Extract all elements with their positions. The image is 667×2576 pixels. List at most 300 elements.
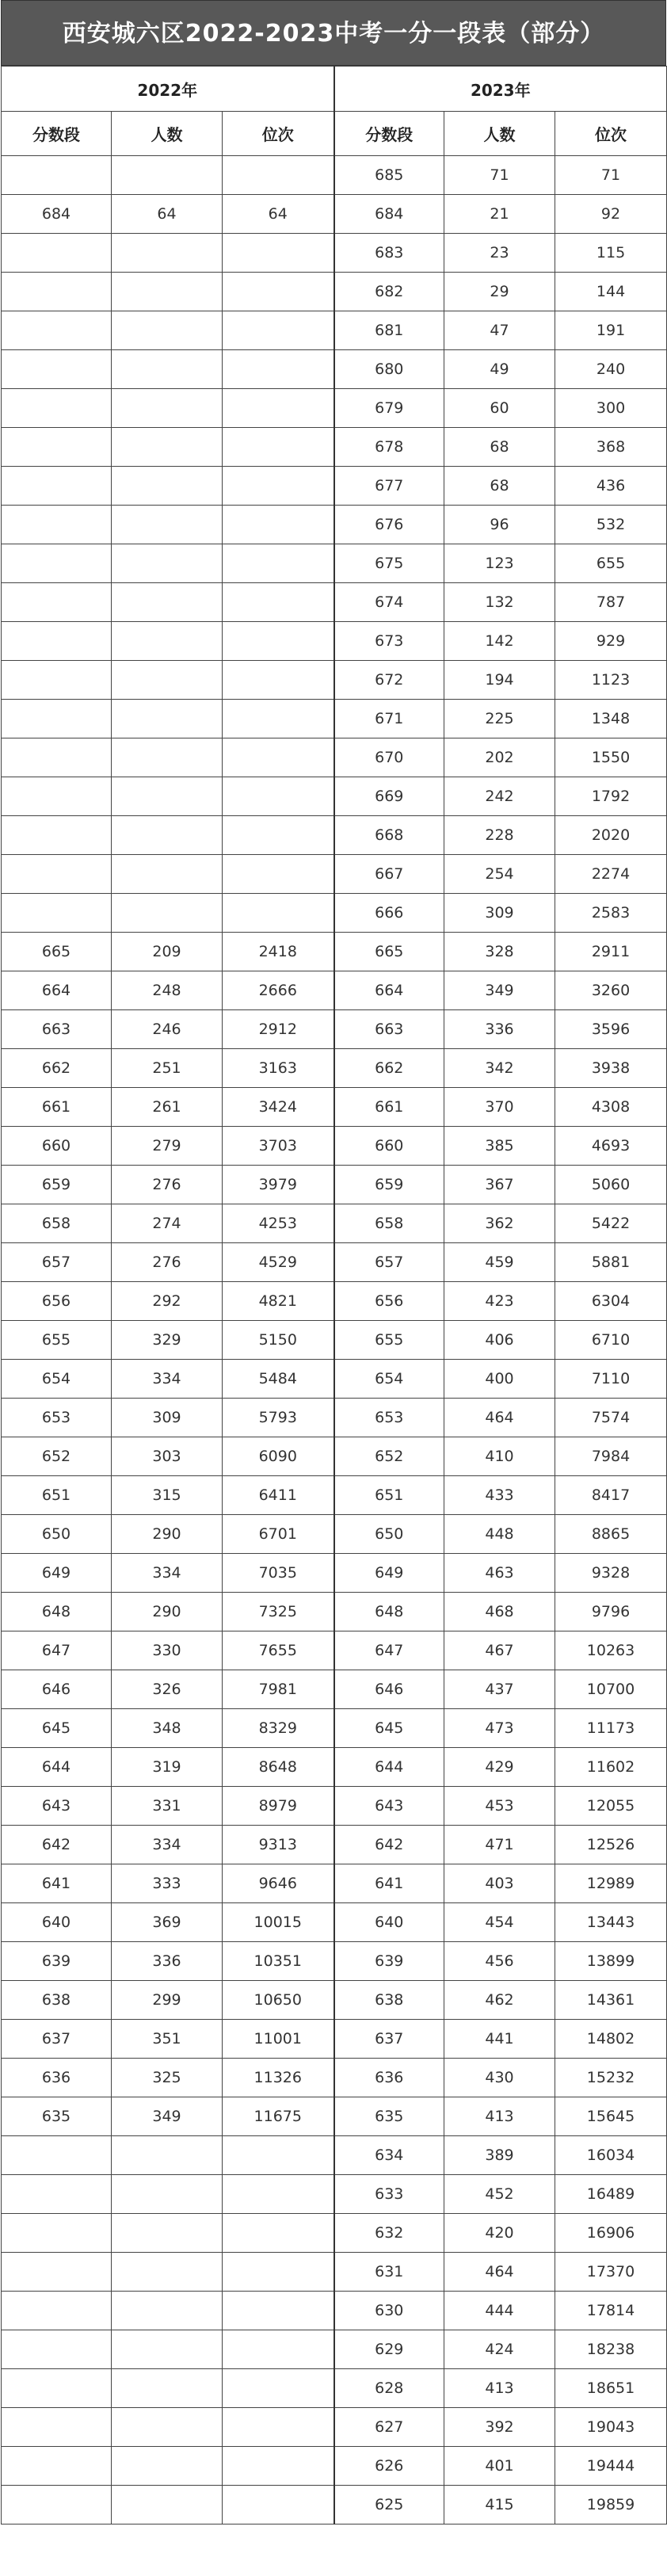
rank-2023-cell: 15645 — [555, 2097, 667, 2136]
score-2022-cell: 656 — [2, 1282, 112, 1321]
count-2023-cell: 29 — [444, 273, 555, 311]
count-2023-cell: 68 — [444, 428, 555, 467]
score-2023-cell: 680 — [334, 350, 444, 389]
score-2023-cell: 671 — [334, 700, 444, 738]
score-2023-cell: 659 — [334, 1166, 444, 1204]
rank-2022-cell — [223, 234, 334, 273]
rank-2023-cell: 7574 — [555, 1399, 667, 1437]
score-2023-cell: 657 — [334, 1243, 444, 1282]
table-row — [2, 1282, 667, 1321]
count-2022-cell — [112, 2486, 223, 2524]
score-2022-cell: 636 — [2, 2059, 112, 2097]
count-2022-cell: 349 — [112, 2097, 223, 2136]
rank-2023-cell: 12989 — [555, 1864, 667, 1903]
table-row — [2, 1166, 667, 1204]
table-row — [2, 273, 667, 311]
score-2022-cell — [2, 816, 112, 855]
rank-2022-cell: 8979 — [223, 1787, 334, 1826]
table-row — [2, 1204, 667, 1243]
count-2022-cell: 64 — [112, 195, 223, 234]
rank-2022-cell — [223, 855, 334, 894]
score-2022-cell — [2, 467, 112, 506]
rank-2023-cell: 7984 — [555, 1437, 667, 1476]
table-row — [2, 1127, 667, 1166]
count-2022-cell: 329 — [112, 1321, 223, 1360]
score-2023-cell: 634 — [334, 2136, 444, 2175]
count-2023-cell: 401 — [444, 2447, 555, 2486]
count-2022-cell: 209 — [112, 933, 223, 971]
count-2022-cell: 246 — [112, 1010, 223, 1049]
score-2022-cell: 652 — [2, 1437, 112, 1476]
rank-2023-cell: 16906 — [555, 2214, 667, 2253]
score-2023-cell: 685 — [334, 156, 444, 195]
rank-2023-cell: 144 — [555, 273, 667, 311]
count-2023-cell: 452 — [444, 2175, 555, 2214]
score-2023-cell: 629 — [334, 2330, 444, 2369]
score-2023-cell: 681 — [334, 311, 444, 350]
table-row — [2, 2020, 667, 2059]
rank-2022-cell — [223, 583, 334, 622]
rank-2022-cell — [223, 700, 334, 738]
rank-2023-cell: 436 — [555, 467, 667, 506]
rank-2023-cell: 19444 — [555, 2447, 667, 2486]
score-2023-cell: 639 — [334, 1942, 444, 1981]
rank-2022-cell: 8648 — [223, 1748, 334, 1787]
rank-2023-cell: 1792 — [555, 777, 667, 816]
rank-2023-cell: 115 — [555, 234, 667, 273]
rank-2022-cell: 6411 — [223, 1476, 334, 1515]
count-2023-cell: 424 — [444, 2330, 555, 2369]
count-2022-cell: 292 — [112, 1282, 223, 1321]
rank-2022-cell: 7981 — [223, 1670, 334, 1709]
rank-2023-cell: 3260 — [555, 971, 667, 1010]
rank-2023-cell: 6710 — [555, 1321, 667, 1360]
rank-2023-cell: 532 — [555, 506, 667, 544]
rank-2023-cell: 9796 — [555, 1593, 667, 1631]
rank-2023-cell: 18238 — [555, 2330, 667, 2369]
score-2023-cell: 673 — [334, 622, 444, 661]
table-row — [2, 933, 667, 971]
table-row — [2, 1631, 667, 1670]
rank-2022-cell: 7035 — [223, 1554, 334, 1593]
count-2022-cell: 248 — [112, 971, 223, 1010]
score-2023-cell: 684 — [334, 195, 444, 234]
table-row — [2, 311, 667, 350]
count-2022-cell: 334 — [112, 1360, 223, 1399]
table-row — [2, 506, 667, 544]
count-2022-cell: 325 — [112, 2059, 223, 2097]
table-row — [2, 2136, 667, 2175]
count-2022-cell — [112, 273, 223, 311]
count-2023-cell: 392 — [444, 2408, 555, 2447]
rank-2023-cell: 9328 — [555, 1554, 667, 1593]
score-2023-cell: 638 — [334, 1981, 444, 2020]
count-2023-cell: 142 — [444, 622, 555, 661]
score-2022-cell — [2, 428, 112, 467]
score-2023-cell: 630 — [334, 2292, 444, 2330]
count-2022-cell — [112, 661, 223, 700]
count-2023-cell: 194 — [444, 661, 555, 700]
score-2023-cell: 668 — [334, 816, 444, 855]
table-row — [2, 1670, 667, 1709]
score-2022-cell — [2, 2253, 112, 2292]
count-2022-cell: 274 — [112, 1204, 223, 1243]
score-2022-cell: 644 — [2, 1748, 112, 1787]
count-2022-cell: 369 — [112, 1903, 223, 1942]
score-2022-cell: 684 — [2, 195, 112, 234]
table-row — [2, 2292, 667, 2330]
count-2023-cell: 202 — [444, 738, 555, 777]
count-2023-cell: 328 — [444, 933, 555, 971]
table-row — [2, 2097, 667, 2136]
rank-2022-cell — [223, 2136, 334, 2175]
rank-2023-cell: 11173 — [555, 1709, 667, 1748]
table-row — [2, 777, 667, 816]
rank-2022-cell: 4253 — [223, 1204, 334, 1243]
rank-2022-cell: 5150 — [223, 1321, 334, 1360]
rank-2023-cell: 300 — [555, 389, 667, 428]
rank-2022-cell: 8329 — [223, 1709, 334, 1748]
rank-2022-cell — [223, 506, 334, 544]
rank-2023-cell: 7110 — [555, 1360, 667, 1399]
count-2022-cell — [112, 506, 223, 544]
rank-2022-cell — [223, 2214, 334, 2253]
score-2023-cell: 675 — [334, 544, 444, 583]
score-distribution-table — [1, 66, 667, 2524]
rank-2022-cell: 9646 — [223, 1864, 334, 1903]
score-2022-cell — [2, 2136, 112, 2175]
count-2022-cell: 290 — [112, 1593, 223, 1631]
rank-2023-cell: 14361 — [555, 1981, 667, 2020]
count-2022-cell — [112, 311, 223, 350]
table-row — [2, 1321, 667, 1360]
rank-2022-cell: 64 — [223, 195, 334, 234]
rank-2022-cell: 3703 — [223, 1127, 334, 1166]
count-2023-cell: 454 — [444, 1903, 555, 1942]
score-2022-cell: 635 — [2, 2097, 112, 2136]
rank-2023-cell: 1550 — [555, 738, 667, 777]
score-2023-cell: 633 — [334, 2175, 444, 2214]
rank-2023-cell: 1348 — [555, 700, 667, 738]
year-header-row — [2, 67, 667, 112]
count-2022-cell — [112, 2369, 223, 2408]
rank-2022-cell: 5484 — [223, 1360, 334, 1399]
rank-2023-cell: 368 — [555, 428, 667, 467]
rank-2022-cell: 9313 — [223, 1826, 334, 1864]
score-2023-cell: 650 — [334, 1515, 444, 1554]
table-body — [2, 156, 667, 2524]
score-2023-cell: 625 — [334, 2486, 444, 2524]
score-2023-cell: 632 — [334, 2214, 444, 2253]
count-2022-cell: 290 — [112, 1515, 223, 1554]
count-2023-cell: 123 — [444, 544, 555, 583]
rank-2022-cell — [223, 467, 334, 506]
count-2023-cell: 437 — [444, 1670, 555, 1709]
count-2023-cell: 441 — [444, 2020, 555, 2059]
rank-2023-cell: 71 — [555, 156, 667, 195]
score-2023-cell: 641 — [334, 1864, 444, 1903]
count-2022-cell — [112, 156, 223, 195]
score-2022-cell — [2, 622, 112, 661]
rank-2023-cell: 2911 — [555, 933, 667, 971]
score-2022-cell: 641 — [2, 1864, 112, 1903]
rank-2022-cell — [223, 350, 334, 389]
count-2023-cell: 389 — [444, 2136, 555, 2175]
rank-2023-cell: 92 — [555, 195, 667, 234]
count-2022-cell — [112, 777, 223, 816]
rank-2022-cell: 10015 — [223, 1903, 334, 1942]
count-2023-cell: 464 — [444, 2253, 555, 2292]
rank-2022-cell: 5793 — [223, 1399, 334, 1437]
table-row — [2, 1554, 667, 1593]
score-2022-cell — [2, 311, 112, 350]
count-2022-cell: 319 — [112, 1748, 223, 1787]
score-2022-cell: 645 — [2, 1709, 112, 1748]
rank-2023-cell: 2583 — [555, 894, 667, 933]
table-row — [2, 816, 667, 855]
table-row — [2, 2253, 667, 2292]
rank-2022-cell — [223, 544, 334, 583]
rank-2022-cell — [223, 389, 334, 428]
score-2022-cell — [2, 2447, 112, 2486]
rank-2023-cell: 12055 — [555, 1787, 667, 1826]
table-row — [2, 1981, 667, 2020]
table-row — [2, 2175, 667, 2214]
column-header-row — [2, 112, 667, 156]
table-row — [2, 1709, 667, 1748]
score-2022-cell — [2, 855, 112, 894]
count-2022-cell: 251 — [112, 1049, 223, 1088]
table-row — [2, 544, 667, 583]
score-2022-cell — [2, 738, 112, 777]
rank-2023-cell: 5060 — [555, 1166, 667, 1204]
col-header-count-2022: 人数 — [112, 112, 223, 156]
rank-2023-cell: 13443 — [555, 1903, 667, 1942]
rank-2022-cell — [223, 2175, 334, 2214]
score-2023-cell: 643 — [334, 1787, 444, 1826]
rank-2023-cell: 5881 — [555, 1243, 667, 1282]
count-2023-cell: 467 — [444, 1631, 555, 1670]
count-2023-cell: 336 — [444, 1010, 555, 1049]
score-2022-cell — [2, 894, 112, 933]
count-2022-cell: 334 — [112, 1826, 223, 1864]
col-header-rank-2022: 位次 — [223, 112, 334, 156]
count-2022-cell: 303 — [112, 1437, 223, 1476]
table-row — [2, 1049, 667, 1088]
count-2022-cell — [112, 816, 223, 855]
count-2022-cell — [112, 2292, 223, 2330]
count-2023-cell: 370 — [444, 1088, 555, 1127]
rank-2023-cell: 8417 — [555, 1476, 667, 1515]
score-2023-cell: 645 — [334, 1709, 444, 1748]
rank-2023-cell: 16489 — [555, 2175, 667, 2214]
count-2023-cell: 400 — [444, 1360, 555, 1399]
rank-2022-cell — [223, 816, 334, 855]
score-2023-cell: 666 — [334, 894, 444, 933]
table-row — [2, 2408, 667, 2447]
score-2022-cell — [2, 2369, 112, 2408]
count-2022-cell — [112, 738, 223, 777]
table-row — [2, 1437, 667, 1476]
rank-2022-cell — [223, 661, 334, 700]
score-2023-cell: 642 — [334, 1826, 444, 1864]
score-2022-cell: 651 — [2, 1476, 112, 1515]
rank-2022-cell — [223, 2486, 334, 2524]
rank-2023-cell: 1123 — [555, 661, 667, 700]
year-2023-header: 2023年 — [334, 67, 667, 112]
table-row — [2, 2059, 667, 2097]
count-2022-cell — [112, 700, 223, 738]
count-2023-cell: 96 — [444, 506, 555, 544]
rank-2023-cell: 4693 — [555, 1127, 667, 1166]
rank-2023-cell: 14802 — [555, 2020, 667, 2059]
table-row — [2, 2369, 667, 2408]
count-2022-cell — [112, 622, 223, 661]
count-2022-cell — [112, 2253, 223, 2292]
rank-2022-cell: 4821 — [223, 1282, 334, 1321]
score-2022-cell — [2, 2408, 112, 2447]
score-2022-cell: 649 — [2, 1554, 112, 1593]
rank-2023-cell: 17814 — [555, 2292, 667, 2330]
table-row — [2, 156, 667, 195]
count-2022-cell — [112, 2214, 223, 2253]
table-row — [2, 1088, 667, 1127]
count-2023-cell: 385 — [444, 1127, 555, 1166]
score-2023-cell: 646 — [334, 1670, 444, 1709]
count-2022-cell: 326 — [112, 1670, 223, 1709]
score-2022-cell — [2, 661, 112, 700]
count-2023-cell: 49 — [444, 350, 555, 389]
count-2022-cell: 299 — [112, 1981, 223, 2020]
count-2022-cell: 261 — [112, 1088, 223, 1127]
count-2022-cell: 348 — [112, 1709, 223, 1748]
score-2023-cell: 661 — [334, 1088, 444, 1127]
rank-2023-cell: 16034 — [555, 2136, 667, 2175]
rank-2022-cell: 11675 — [223, 2097, 334, 2136]
rank-2022-cell: 10650 — [223, 1981, 334, 2020]
count-2023-cell: 21 — [444, 195, 555, 234]
table-row — [2, 1243, 667, 1282]
table-row — [2, 583, 667, 622]
count-2023-cell: 453 — [444, 1787, 555, 1826]
rank-2022-cell: 3163 — [223, 1049, 334, 1088]
rank-2023-cell: 17370 — [555, 2253, 667, 2292]
score-2022-cell: 657 — [2, 1243, 112, 1282]
score-2022-cell: 665 — [2, 933, 112, 971]
rank-2023-cell: 929 — [555, 622, 667, 661]
score-2022-cell — [2, 234, 112, 273]
rank-2022-cell: 3424 — [223, 1088, 334, 1127]
rank-2022-cell: 2418 — [223, 933, 334, 971]
rank-2023-cell: 10700 — [555, 1670, 667, 1709]
rank-2022-cell — [223, 738, 334, 777]
rank-2022-cell — [223, 2447, 334, 2486]
count-2023-cell: 430 — [444, 2059, 555, 2097]
count-2023-cell: 462 — [444, 1981, 555, 2020]
rank-2022-cell — [223, 2330, 334, 2369]
score-2023-cell: 636 — [334, 2059, 444, 2097]
rank-2023-cell: 787 — [555, 583, 667, 622]
score-2023-cell: 678 — [334, 428, 444, 467]
count-2022-cell — [112, 350, 223, 389]
score-2023-cell: 631 — [334, 2253, 444, 2292]
score-2022-cell — [2, 544, 112, 583]
score-2023-cell: 640 — [334, 1903, 444, 1942]
score-2023-cell: 635 — [334, 2097, 444, 2136]
count-2022-cell — [112, 583, 223, 622]
rank-2022-cell: 3979 — [223, 1166, 334, 1204]
table-row — [2, 894, 667, 933]
score-2023-cell: 637 — [334, 2020, 444, 2059]
rank-2022-cell — [223, 894, 334, 933]
rank-2023-cell: 2020 — [555, 816, 667, 855]
count-2022-cell — [112, 894, 223, 933]
count-2023-cell: 403 — [444, 1864, 555, 1903]
col-header-rank-2023: 位次 — [555, 112, 667, 156]
count-2023-cell: 68 — [444, 467, 555, 506]
table-row — [2, 622, 667, 661]
count-2022-cell — [112, 2136, 223, 2175]
rank-2023-cell: 655 — [555, 544, 667, 583]
table-row — [2, 2447, 667, 2486]
score-2022-cell: 642 — [2, 1826, 112, 1864]
score-2022-cell — [2, 2330, 112, 2369]
count-2023-cell: 362 — [444, 1204, 555, 1243]
count-2023-cell: 410 — [444, 1437, 555, 1476]
count-2022-cell — [112, 2175, 223, 2214]
count-2023-cell: 463 — [444, 1554, 555, 1593]
count-2023-cell: 23 — [444, 234, 555, 273]
count-2022-cell — [112, 428, 223, 467]
score-2023-cell: 677 — [334, 467, 444, 506]
score-2022-cell — [2, 2486, 112, 2524]
rank-2022-cell — [223, 2253, 334, 2292]
count-2022-cell: 276 — [112, 1166, 223, 1204]
count-2023-cell: 406 — [444, 1321, 555, 1360]
count-2023-cell: 228 — [444, 816, 555, 855]
score-table-document — [1, 0, 666, 2524]
table-row — [2, 1360, 667, 1399]
table-row — [2, 1826, 667, 1864]
score-2022-cell — [2, 350, 112, 389]
score-2023-cell: 647 — [334, 1631, 444, 1670]
score-2023-cell: 662 — [334, 1049, 444, 1088]
table-row — [2, 1399, 667, 1437]
table-row — [2, 1476, 667, 1515]
table-row — [2, 428, 667, 467]
score-2022-cell: 661 — [2, 1088, 112, 1127]
count-2023-cell: 367 — [444, 1166, 555, 1204]
table-row — [2, 389, 667, 428]
rank-2022-cell: 4529 — [223, 1243, 334, 1282]
year-2022-header: 2022年 — [2, 67, 334, 112]
count-2023-cell: 309 — [444, 894, 555, 933]
count-2023-cell: 423 — [444, 1282, 555, 1321]
score-2023-cell: 653 — [334, 1399, 444, 1437]
count-2023-cell: 60 — [444, 389, 555, 428]
score-2022-cell: 654 — [2, 1360, 112, 1399]
score-2023-cell: 672 — [334, 661, 444, 700]
count-2022-cell: 279 — [112, 1127, 223, 1166]
score-2022-cell — [2, 273, 112, 311]
score-2022-cell — [2, 700, 112, 738]
table-row — [2, 1787, 667, 1826]
count-2022-cell — [112, 855, 223, 894]
rank-2023-cell: 5422 — [555, 1204, 667, 1243]
count-2022-cell: 330 — [112, 1631, 223, 1670]
rank-2023-cell: 18651 — [555, 2369, 667, 2408]
count-2022-cell — [112, 544, 223, 583]
